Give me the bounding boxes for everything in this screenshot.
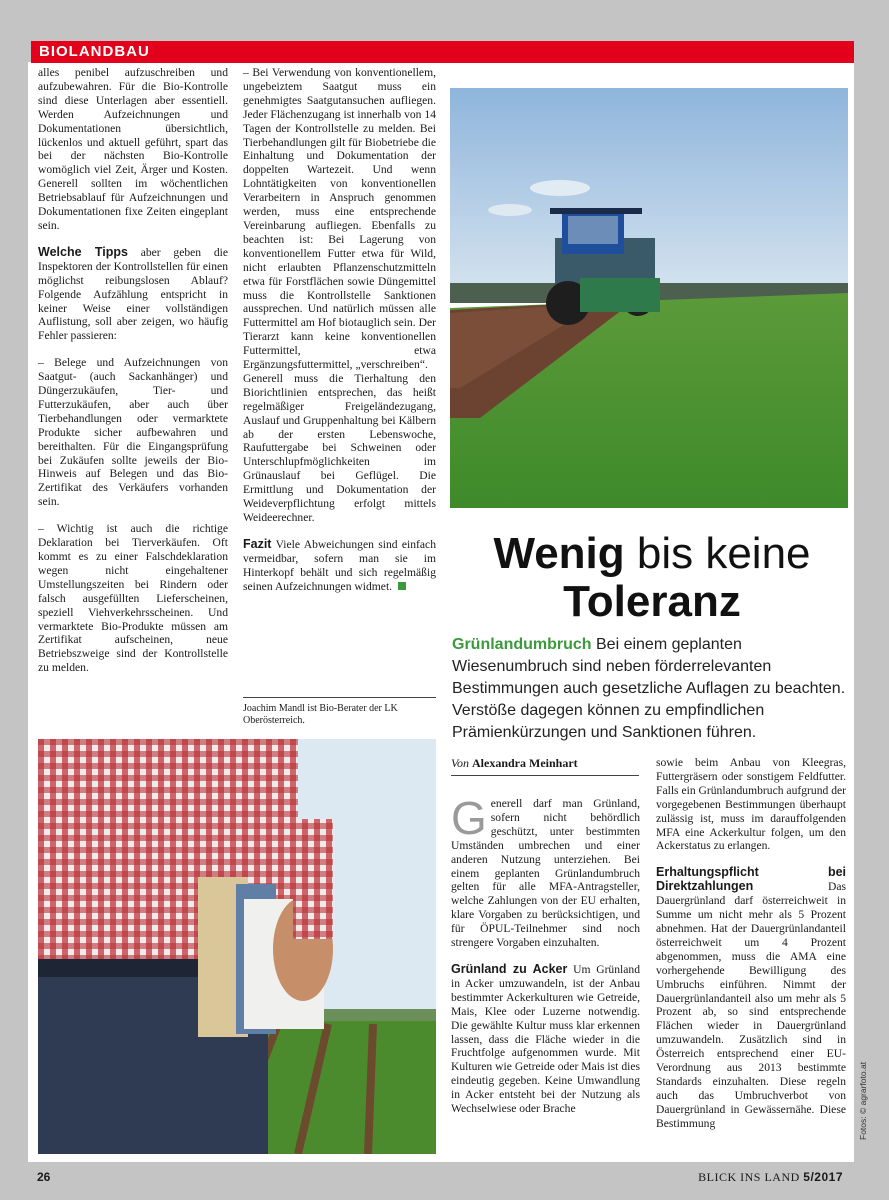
tractor-field-photo (450, 88, 848, 508)
paragraph-fazit (243, 538, 436, 594)
byline-author: Alexandra Meinhart (472, 756, 578, 770)
end-of-article-mark (398, 582, 406, 590)
deck-text: Bei einem geplanten Wiesenumbruch sind neben förderrelevanten Bestimmungen auch gesetzliche Auflagen zu beachten. Verstöße dagegen können zu empfindlichen Prämienkürzungen und Sanktionen führen. (452, 636, 846, 741)
article-deck (452, 634, 850, 744)
page-number: 26 (37, 1170, 51, 1184)
article-headline (452, 530, 852, 626)
subhead-acker: Grünland zu Acker (451, 961, 568, 976)
magazine-footer (698, 1170, 843, 1185)
paragraph: alles penibel aufzuschreiben und aufzubewahren. Für die Bio-Kontrolle sind diese Unterlagen aber essentiell. Werden Aufzeichnungen und Dokumentationen übersichtlich, lückenlos und aktuell geführt, spart das bei der nächsten Bio-Kontrolle womöglich viel Zeit, Ärger und Kosten. Generell sollten im wöchentlichen Betriebsablauf für Aufzeichnungen und Dokumentationen fixe Zeiten eingeplant sein. (38, 66, 228, 232)
paragraph-pflicht (656, 866, 846, 1130)
headline-rest: bis keine (624, 529, 811, 578)
drop-cap: G (451, 792, 487, 844)
byline-prefix: Von (451, 756, 469, 770)
farmer-folders-photo (38, 739, 436, 1154)
issue-number: 5/2017 (803, 1170, 843, 1184)
paragraph-acker (451, 963, 640, 1116)
magazine-name: BLICK INS LAND (698, 1170, 800, 1184)
photo-credit: Fotos: © agrarfoto.at (858, 1061, 868, 1140)
paragraph-intro (451, 792, 640, 950)
paragraph-text: Viele Abweichungen sind einfach vermeidbar, sofern man sie im Hinterkopf behält und sich regelmäßig seinen Aufzeichnungen widmet. (243, 537, 436, 593)
subhead-tips: Welche Tipps (38, 244, 128, 259)
deck-kicker: Grünlandumbruch (452, 636, 592, 653)
paragraph: sowie beim Anbau von Kleegras, Futtergräsern oder sonstigem Feldfutter. Falls ein Grünlandumbruch aufgrund der vorgegebenen Bestimmungen überhaupt zulässig ist, muss im darauffolgenden MFA eine Ackerkultur folgen, um den Ackerstatus zu erlangen. (656, 756, 846, 853)
paragraph-tips (38, 246, 228, 343)
paragraph: Generell muss die Tierhaltung den Biorichtlinien entsprechen, das heißt regelmäßiger Freigeländezugang, Auslauf und Gruppenhaltung bei Kälbern ab der ersten Lebenswoche, Raufuttergabe bei Schweinen oder Unterschlupfmöglichkeiten im Grünauslauf bei Geflügel. Die Ermittlung und Dokumentation der Weideverpflichtung erfolgt mittels Weideerechner. (243, 371, 436, 524)
headline-line-1 (452, 530, 852, 578)
headline-bold: Wenig (493, 529, 625, 578)
bullet-item: – Belege und Aufzeichnungen von Saatgut- (auch Sackanhänger) und Düngerzukäufen, Tier- und Futterzukäufen, aber auch über Tierbehandlungen oder vermarktete Produkte sicher aufbewahren und bereithalten. Für die Eingangsprüfung bei Zukäufen sollte jeweils der Bio-Hinweis auf Belegen und das Bio-Zertifikat des Verkäufers vorhanden sein. (38, 356, 228, 509)
paragraph-text: enerell darf man Grünland, sofern nicht behördlich geschützt, unter bestimmten Umständen umbrechen und einer anderen Nutzung unterziehen. Bei einem geplanten Grünlandumbruch gelten für alle MFA-Antragsteller, welche Zahlungen von der EU erhalten, klare Vorgaben zu berücksichtigen, und für ÖPUL-Teilnehmer sind noch strengere Vorgaben einzuhalten. (451, 797, 640, 950)
bullet-item: – Bei Verwendung von konventionellem, ungebeiztem Saatgut muss ein genehmigtes Saatgutansuchen aufliegen. Jeder Flächenzugang ist innerhalb von 14 Tagen der Kontrollstelle zu melden. Bei Tierbehandlungen gilt für Biobetriebe die Einhaltung und Dokumentation der doppelten Wartezeit. Und wenn Lohntätigkeiten von konventionellen Verarbeitern in Anspruch genommen werden, muss eine entsprechende Vereinbarung aufliegen. Ebenfalls zu beachten ist: Bei Lagerung von konventionellem Futter etwa für Wild, nicht erlaubten Pflanzenschutzmitteln etwa für Forstflächen sowie Düngemittel muss die Kontrollstelle Sanktionen aussprechen. Und natürlich müssen alle Futtermittel am Hof biotauglich sein. Der Tierarzt kann keine konventionellen Futtermittel, etwa Ergänzungsfuttermittel, „verschreiben“. (243, 66, 436, 372)
paragraph-text: Das Dauergrünland darf österreichweit in Summe um nicht mehr als 5 Prozent abnehmen. Hat der Dauergrünlandanteil österreichweit um 4 Prozent abgenommen, muss die AMA eine vorhergehende Bewilligung des Umbruchs einführen. Nimmt der Dauergrünlandanteil also um mehr als 5 Prozent ab, so sind entsprechende Flächen wieder in Dauergrünland umzuwandeln. Zusätzlich sind in Österreich entsprechend einer EU-Verordnung aus 2013 bestimmte Standards einzuhalten. Diese regeln auch das Umbruchverbot von Dauergrünland in Gewässernähe. Diese Bestimmung (656, 880, 846, 1130)
subhead-erhaltungspflicht: Erhaltungspflicht bei Direktzahlungen (656, 865, 846, 894)
author-note: Joachim Mandl ist Bio-Berater der LK Oberösterreich. (243, 697, 436, 727)
text-column-2 (243, 66, 436, 607)
bullet-item: – Wichtig ist auch die richtige Deklaration bei Tierverkäufen. Oft kommt es zu einer Falschdeklaration wegen nicht eingehaltener Umstellungszeiten bei Rindern oder falsch ausgefüllten Lieferscheinen, speziell Viehverkehrsscheinen. Und vermarktete Bio-Produkte müssen am Zertifikat aufscheinen, neue Betriebszweige sind der Kontrollstelle zu melden. (38, 522, 228, 675)
text-column-1 (38, 66, 228, 688)
paragraph-text: aber geben die Inspektoren der Kontrollstellen für einen möglichst reibungslosen Ablauf? Folgende Aufzählung entspricht in keiner Weise einer vollständigen Auflistung, soll aber zeigen, wo häufig Fehler passieren: (38, 245, 228, 343)
section-header-bar (31, 41, 854, 63)
text-column-3 (451, 792, 640, 1129)
headline-line-2: Toleranz (563, 577, 741, 626)
text-column-4 (656, 756, 846, 1144)
subhead-fazit: Fazit (243, 536, 272, 551)
paragraph-text: Um Grünland in Acker umzuwandeln, ist der Anbau bestimmter Ackerkulturen wie Getreide, Mais, Klee oder Luzerne notwendig. Die gewählte Kultur muss klar erkennen lassen, dass die Fläche wieder in die Fruchtfolge aufgenommen wurde. Mit Kulturen wie Getreide oder Mais ist dies eindeutig gegeben. Keine Umwandlung in Acker entsteht bei der Nutzung als Wechselwiese oder Brache (451, 962, 640, 1116)
byline (451, 756, 639, 776)
section-title: BIOLANDBAU (39, 43, 150, 60)
